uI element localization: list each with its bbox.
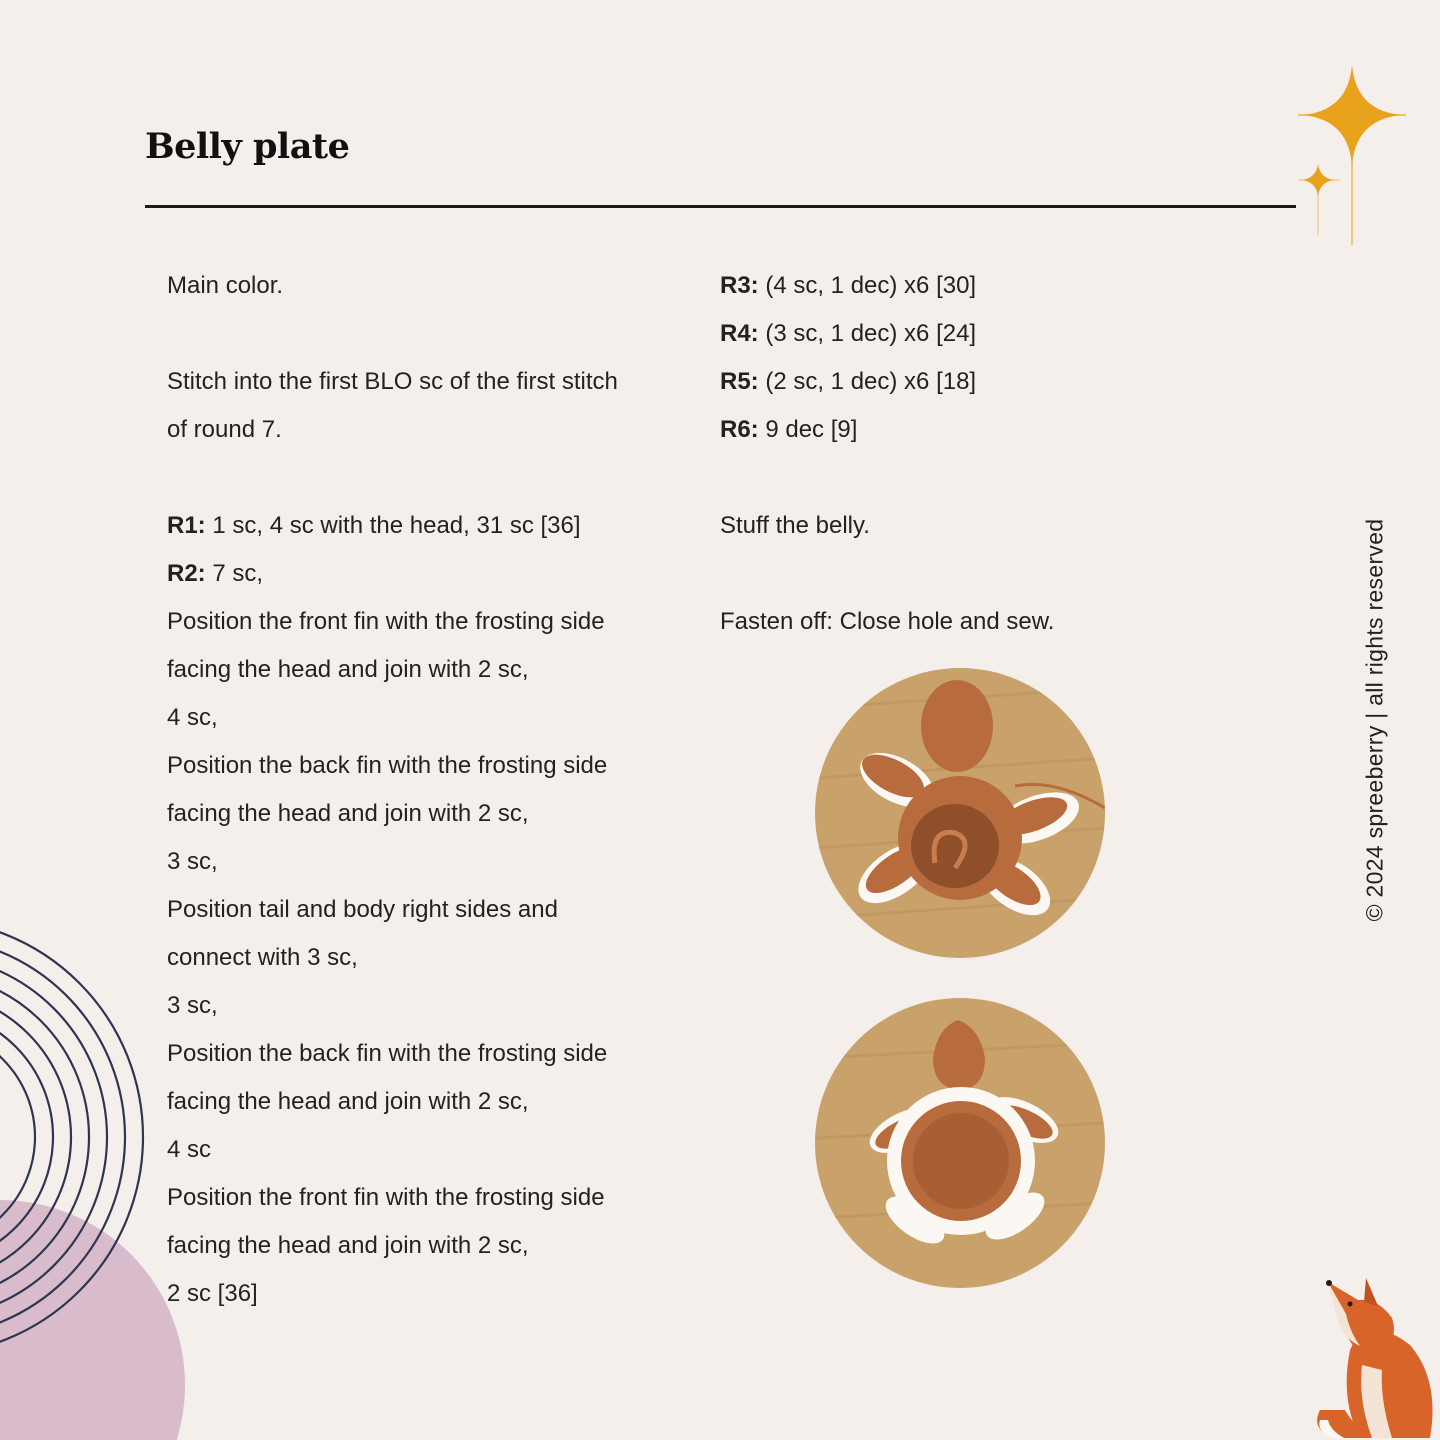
instructions-right-column: [720, 262, 1240, 646]
round-label: R6:: [720, 416, 759, 443]
paragraph-gap: [720, 454, 1240, 502]
instruction-text: Position the back fin with the frosting side: [167, 752, 608, 779]
instruction-text: facing the head and join with 2 sc,: [167, 1088, 529, 1115]
title-divider: [145, 205, 1296, 208]
instruction-text: 1 sc, 4 sc with the head, 31 sc [36]: [205, 512, 581, 539]
instruction-text: Main color.: [167, 272, 284, 299]
instruction-line: [167, 598, 667, 646]
instruction-text: Stuff the belly.: [720, 512, 870, 539]
instruction-text: Stitch into the first BLO sc of the first stitch: [167, 368, 618, 395]
paragraph-gap: [720, 550, 1240, 598]
instruction-text: 4 sc: [167, 1136, 212, 1163]
instructions-left-column: [167, 262, 667, 1318]
round-label: R4:: [720, 320, 759, 347]
round-label: R3:: [720, 272, 759, 299]
turtle-belly-open-photo: [815, 668, 1105, 958]
instruction-text: 2 sc [36]: [167, 1280, 258, 1307]
instruction-text: facing the head and join with 2 sc,: [167, 800, 529, 827]
instruction-text: 3 sc,: [167, 848, 218, 875]
paragraph-gap: [167, 454, 667, 502]
instruction-text: connect with 3 sc,: [167, 944, 358, 971]
concentric-arcs-decoration: [0, 900, 160, 1380]
instruction-line: [167, 886, 667, 934]
instruction-line: [720, 262, 1240, 310]
fox-illustration: [1300, 1270, 1440, 1440]
instruction-text: Fasten off: Close hole and sew.: [720, 608, 1055, 635]
instruction-text: Position the front fin with the frosting side: [167, 1184, 605, 1211]
instruction-line: [167, 982, 667, 1030]
instruction-line: [167, 1078, 667, 1126]
round-label: R2:: [167, 560, 206, 587]
instruction-text: facing the head and join with 2 sc,: [167, 656, 529, 683]
instruction-line: [167, 1174, 667, 1222]
instruction-line: [167, 838, 667, 886]
instruction-text: of round 7.: [167, 416, 282, 443]
instruction-text: Position the front fin with the frosting side: [167, 608, 605, 635]
instruction-line: [167, 550, 667, 598]
instruction-text: 7 sc,: [205, 560, 264, 587]
instruction-line: [167, 262, 667, 310]
instruction-text: (3 sc, 1 dec) x6 [24]: [758, 320, 977, 347]
instruction-line: [167, 1126, 667, 1174]
instruction-text: Position tail and body right sides and: [167, 896, 558, 923]
instruction-line: [167, 1270, 667, 1318]
round-label: R5:: [720, 368, 759, 395]
instruction-line: [167, 1030, 667, 1078]
instruction-line: [720, 502, 1240, 550]
instruction-line: [720, 310, 1240, 358]
instruction-line: [720, 598, 1240, 646]
round-label: R1:: [167, 512, 206, 539]
instruction-line: [167, 358, 667, 406]
turtle-finished-belly-photo: [815, 998, 1105, 1288]
sparkle-icon: [1290, 60, 1410, 250]
instruction-text: 4 sc,: [167, 704, 218, 731]
instruction-text: (4 sc, 1 dec) x6 [30]: [758, 272, 977, 299]
instruction-line: [167, 1222, 667, 1270]
instruction-line: [720, 406, 1240, 454]
instruction-line: [167, 694, 667, 742]
instruction-line: [167, 934, 667, 982]
page-title: Belly plate: [145, 126, 350, 167]
instruction-text: (2 sc, 1 dec) x6 [18]: [758, 368, 977, 395]
copyright-notice: © 2024 spreeberry | all rights reserved: [1361, 518, 1388, 922]
paragraph-gap: [167, 310, 667, 358]
instruction-text: 9 dec [9]: [758, 416, 858, 443]
instruction-line: [167, 790, 667, 838]
instruction-line: [167, 502, 667, 550]
instruction-text: 3 sc,: [167, 992, 218, 1019]
instruction-text: Position the back fin with the frosting side: [167, 1040, 608, 1067]
instruction-line: [720, 358, 1240, 406]
instruction-line: [167, 742, 667, 790]
instruction-line: [167, 406, 667, 454]
instruction-line: [167, 646, 667, 694]
instruction-text: facing the head and join with 2 sc,: [167, 1232, 529, 1259]
